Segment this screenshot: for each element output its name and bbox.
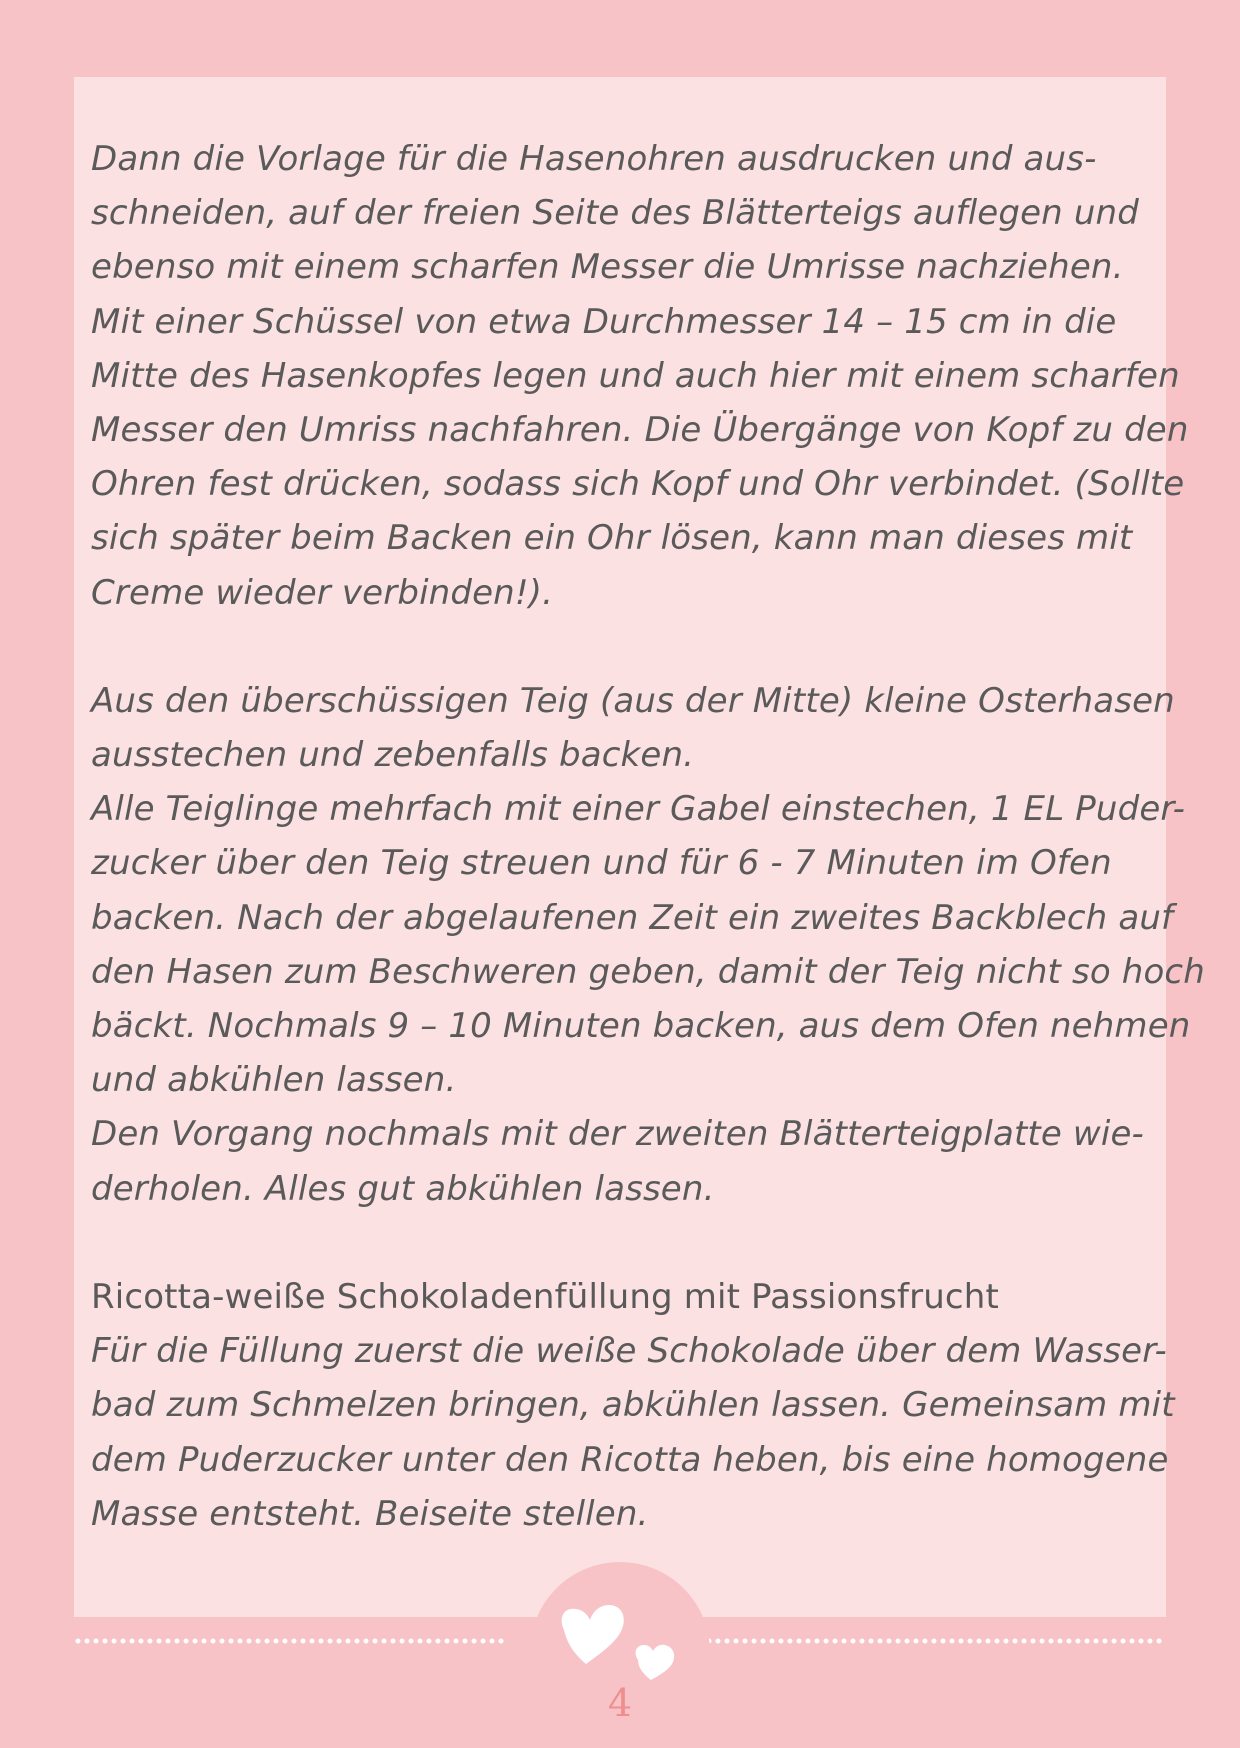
paragraph-line: sich später beim Backen ein Ohr lösen, kann man dieses mit <box>91 518 1133 559</box>
paragraph-line: bad zum Schmelzen bringen, abkühlen lassen. Gemeinsam mit <box>91 1385 1175 1426</box>
paragraph-line: derholen. Alles gut abkühlen lassen. <box>91 1168 715 1209</box>
paragraph-line: backen. Nach der abgelaufenen Zeit ein zweites Backblech auf <box>91 897 1174 938</box>
paragraph-line: Creme wieder verbinden!). <box>91 572 554 613</box>
paragraph-line: Dann die Vorlage für die Hasenohren ausdrucken und aus- <box>91 139 1097 179</box>
paragraph-line: Aus den überschüssigen Teig (aus der Mitte) kleine Osterhasen <box>91 680 1175 721</box>
page-number: 4 <box>607 1681 633 1725</box>
paragraph-line: ausstechen und zebenfalls backen. <box>91 735 695 776</box>
paragraph-spacer <box>91 1216 1166 1270</box>
paragraph-line: Für die Füllung zuerst die weiße Schokolade über dem Wasser- <box>91 1331 1167 1372</box>
paragraph-line: schneiden, auf der freien Seite des Blätterteigs auflegen und <box>91 193 1139 234</box>
paragraph-line: den Hasen zum Beschweren geben, damit der Teig nicht so hoch <box>91 951 1205 992</box>
paragraph-line: dem Puderzucker unter den Ricotta heben, bis eine homogene <box>91 1439 1169 1480</box>
recipe-text <box>91 132 1205 1541</box>
paragraph-line: Alle Teiglinge mehrfach mit einer Gabel einstechen, 1 EL Puder- <box>91 789 1186 830</box>
paragraph-line: Masse entsteht. Beiseite stellen. <box>91 1493 649 1534</box>
paragraph-line: bäckt. Nochmals 9 – 10 Minuten backen, aus dem Ofen nehmen <box>91 1006 1191 1046</box>
paragraph-line: und abkühlen lassen. <box>91 1060 457 1101</box>
section-heading: Ricotta-weiße Schokoladenfüllung mit Passionsfrucht <box>91 1276 999 1317</box>
paragraph-line: ebenso mit einem scharfen Messer die Umrisse nachziehen. <box>91 247 1124 288</box>
paragraph-line: Ohren fest drücken, sodass sich Kopf und Ohr verbindet. (Sollte <box>91 464 1185 505</box>
paragraph-line: Messer den Umriss nachfahren. Die Übergänge von Kopf zu den <box>91 409 1189 450</box>
paragraph-line: Mitte des Hasenkopfes legen und auch hier mit einem scharfen <box>91 355 1180 396</box>
paragraph-spacer <box>91 620 1166 674</box>
paragraph-line: zucker über den Teig streuen und für 6 - 7 Minuten im Ofen <box>91 843 1112 884</box>
paragraph-line: Mit einer Schüssel von etwa Durchmesser 14 – 15 cm in die <box>91 301 1117 342</box>
paragraph-line: Den Vorgang nochmals mit der zweiten Blätterteigplatte wie- <box>91 1114 1144 1155</box>
